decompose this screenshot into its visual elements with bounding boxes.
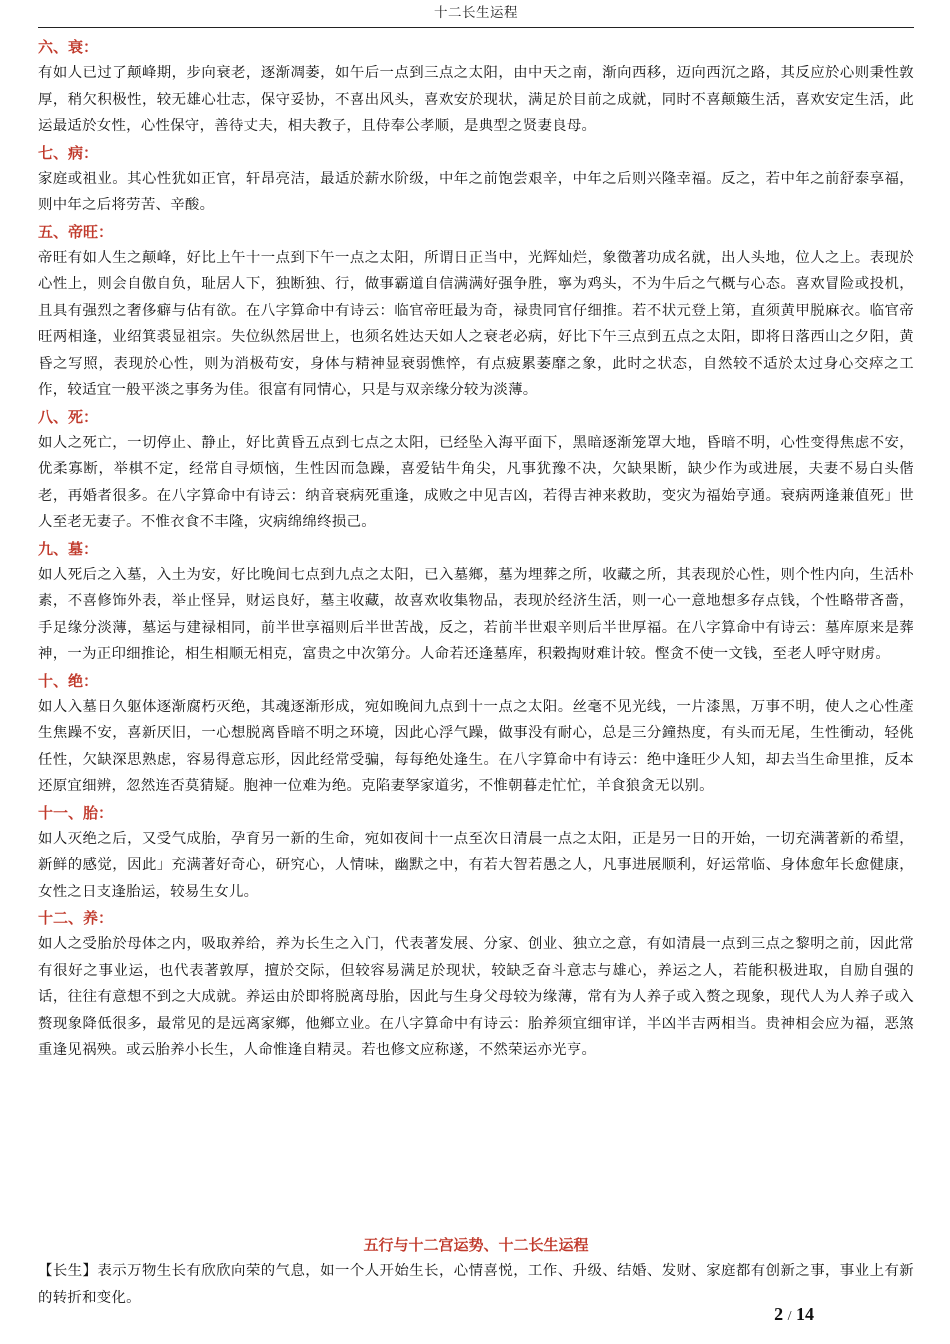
section-heading: 九、墓：: [38, 539, 99, 558]
section-paragraph: 有如人已过了颠峰期，步向衰老，逐渐凋萎，如午后一点到三点之太阳，由中天之南，渐向西移，迈向西沉之路，其反应於心则秉性敦厚，稍欠积极性，较无雄心壮志，保守妥协，不喜出风头，喜欢安於现状，满足於目前之成就，同时不喜颠簸生活，喜欢安定生活，此运最适於女性，心性保守，善待丈夫，相夫教子，且侍奉公孝顺，是典型之贤妻良母。: [38, 65, 914, 134]
section-heading: 七、病：: [38, 143, 99, 162]
section-tai: [38, 800, 914, 906]
section-bing: [38, 140, 914, 219]
section-paragraph: 如人死后之入墓，入土为安，好比晚间七点到九点之太阳，已入墓鄉，墓为埋葬之所，收藏之所，其表现於心性，则个性内向，生活朴素，不喜修饰外表，举止怪异，财运良好，墓主收藏，故喜欢收集物品，表现於经济生活，则一心一意地想多存点钱，个性略带吝嗇，手足缘分淡薄，墓运与建禄相同，前半世享福则后半世苦战，反之，若前半世艰辛则后半世厚福。在八字算命中有诗云：墓库原来是葬神，一为正印细推论，相生相顺无相克，富贵之中次第分。人命若还逢墓库，积穀掏财难计较。慳贪不使一文钱，至老人呼守财虏。: [38, 566, 914, 662]
page-number: [774, 1304, 814, 1325]
section-paragraph: 家庭或祖业。其心性犹如正官，轩昂亮洁，最适於薪水阶级，中年之前饱尝艰辛，中年之后则兴隆幸福。反之，若中年之前舒泰享福，则中年之后将劳苦、辛酸。: [38, 170, 914, 213]
section-paragraph: 如人之死亡，一切停止、静止，好比黄昏五点到七点之太阳，已经坠入海平面下，黑暗逐渐笼罩大地，昏暗不明，心性变得焦虑不安，优柔寡断，举棋不定，经常自寻烦恼，生性因而急躁，喜爱钻牛角尖，凡事犹豫不决，欠缺果断，缺少作为或进展，夫妻不易白头偕老，再婚者很多。在八字算命中有诗云：纳音衰病死重逢，成败之中见吉凶，若得吉神来救助，变灾为福始亨通。衰病两逢兼值死」世人至老无妻子。不惟衣食不丰隆，灾病绵绵终损己。: [38, 434, 914, 530]
page-current: 2: [774, 1304, 784, 1324]
section-yang: [38, 905, 914, 1064]
section-si: [38, 404, 914, 536]
section-heading: 八、死：: [38, 407, 99, 426]
section-mu: [38, 536, 914, 668]
chapter-title: 五行与十二宫运势、十二长生运程: [363, 1236, 589, 1254]
document-page: [38, 0, 914, 1344]
page-total: 14: [796, 1304, 814, 1324]
section-jue: [38, 668, 914, 800]
section-paragraph: 如人入墓日久躯体逐渐腐朽灭绝，其魂逐渐形成，宛如晚间九点到十一点之太阳。丝毫不见光线，一片漆黑，万事不明，使人之心性產生焦躁不安，喜新厌旧，一心想脱离昏暗不明之环境，因此心浮气躁，做事没有耐心，总是三分鐘热度，有头而无尾，生性衝动，轻佻任性，欠缺深思熟虑，容易得意忘形，因此经常受骗，每每绝处逢生。在八字算命中有诗云：绝中逢旺少人知，却去当生命里推，反本还原宜细辨，忽然连否莫猜疑。胞神一位难为绝。克陷妻孥家道劣，不惟朝暮走忙忙，羊食狼贪无以别。: [38, 698, 914, 794]
section-diwang: [38, 219, 914, 404]
section-heading: 十二、养：: [38, 909, 114, 927]
section-paragraph: 帝旺有如人生之颠峰，好比上午十一点到下午一点之太阳，所谓日正当中，光辉灿烂，象徵著功成名就，出人头地，位人之上。表现於心性上，则会自傲自负，耻居人下，独断独、行，做事霸道自信满满好强争胜，寧为鸡头，不为牛后之气概与心态。喜欢冒险或投机，且具有强烈之奢侈癖与佔有欲。在八字算命中有诗云：临官帝旺最为奇，禄贵同官仔细推。若不状元登上第，直须黄甲脱麻衣。临官帝旺两相逢，业绍箕裘显祖宗。失位纵然居世上，也须名姓达天如人之衰老必病，好比下午三点到五点之太阳，即将日落西山之夕阳，黄昏之写照，表现於心性，则为消极苟安，身体与精神显衰弱憔悴，有点疲累萎靡之象，此时之状态，自然较不适於太过身心交瘁之工作，较适宜一般平淡之事务为佳。很富有同情心，只是与双亲缘分较为淡薄。: [38, 249, 914, 398]
page-separator: /: [787, 1309, 792, 1324]
section-heading: 十一、胎：: [38, 803, 114, 822]
section-paragraph: 如人灭绝之后，又受气成胎，孕育另一新的生命，宛如夜间十一点至次日清晨一点之太阳，正是另一日的开始，一切充满著新的希望，新鲜的感觉，因此」充满著好奇心，研究心，人情味，幽默之中，有若大智若愚之人，凡事进展顺利，好运常临、身体愈年长愈健康，女性之日支逢胎运，较易生女儿。: [38, 830, 914, 900]
chapter-intro-paragraph: 【长生】表示万物生长有欣欣向荣的气息，如一个人开始生长，心情喜悦，工作、升级、结婚、发财、家庭都有创新之事，事业上有新的转折和变化。: [38, 1263, 914, 1306]
section-heading: 十、绝：: [38, 671, 99, 690]
next-chapter-block: [38, 1232, 914, 1311]
running-header: 十二长生运程: [38, 0, 914, 28]
document-body: [38, 28, 914, 1064]
section-heading: 五、帝旺：: [38, 222, 114, 241]
section-heading: 六、衰：: [38, 38, 99, 56]
section-paragraph: 如人之受胎於母体之内，吸取养给，养为长生之入门，代表著发展、分家、创业、独立之意，有如清晨一点到三点之黎明之前，因此常有很好之事业运，也代表著敦厚，擅於交际，但较容易满足於现状，较缺乏奋斗意志与雄心，养运之人，若能积极进取，自励自强的话，往往有意想不到之大成就。养运由於即将脱离母胎，因此与生身父母较为缘薄，常有为人养子或入赘之现象，现代人为人养子或入赘现象降低很多，最常见的是远离家鄉，他鄉立业。在八字算命中有诗云：胎养须宜细审详，半凶半吉两相当。贵神相会应为福，恶煞重逢见祸殃。或云胎养小长生，人命惟逢自精灵。若也修文应称遂，不然荣运亦光亨。: [38, 936, 914, 1058]
section-shuai: [38, 34, 914, 140]
